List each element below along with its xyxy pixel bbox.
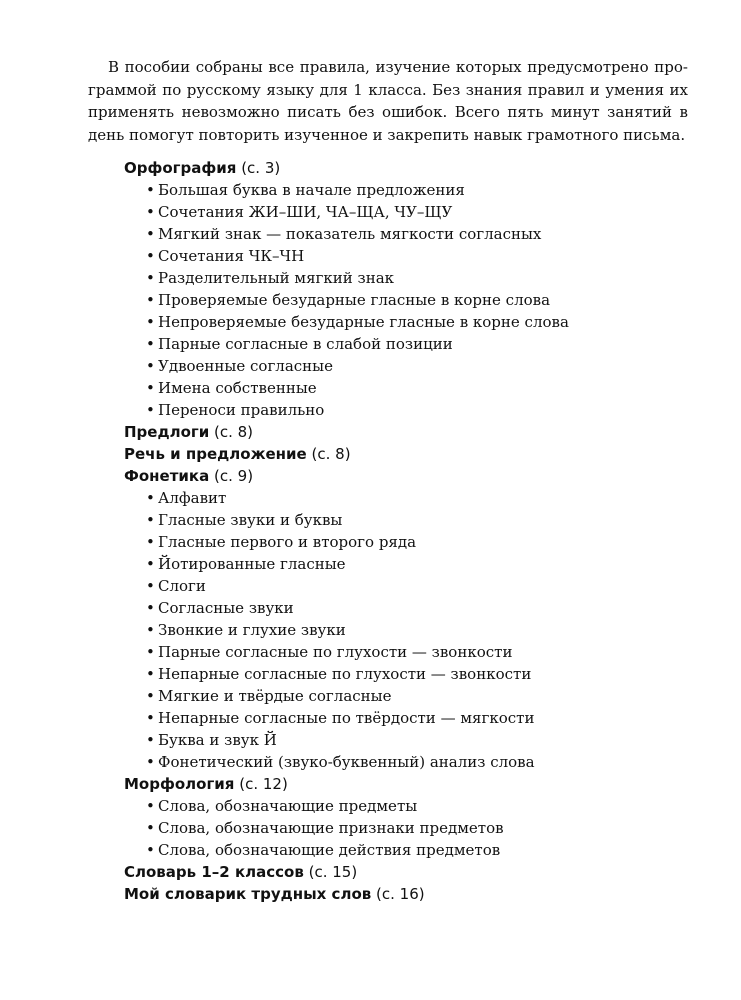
bullet-icon: •	[146, 621, 155, 639]
section-page-ref: (с. 9)	[214, 467, 254, 485]
list-item-text: Йотированные гласные	[158, 555, 346, 573]
bullet-icon: •	[146, 841, 155, 859]
list-item	[124, 245, 684, 267]
section-page-ref: (с. 8)	[214, 423, 254, 441]
section-page-ref: (с. 16)	[376, 885, 425, 903]
intro-line: день помогут повторить изученное и закрепить навык грамотного письма.	[88, 125, 686, 144]
list-item-text: Сочетания ЧК–ЧН	[158, 247, 305, 265]
bullet-icon: •	[146, 687, 155, 705]
section-item-list	[124, 795, 684, 861]
list-item-text: Непарные согласные по твёрдости — мягкости	[158, 709, 535, 727]
bullet-icon: •	[146, 379, 155, 397]
list-item-text: Мягкие и твёрдые согласные	[158, 687, 392, 705]
list-item	[124, 201, 684, 223]
section-page-ref: (с. 3)	[241, 159, 281, 177]
section-heading	[124, 421, 684, 443]
list-item	[124, 597, 684, 619]
list-item-text: Непарные согласные по глухости — звонкости	[158, 665, 532, 683]
list-item-text: Слоги	[158, 577, 206, 595]
list-item	[124, 641, 684, 663]
section-title: Словарь 1–2 классов	[124, 863, 304, 881]
section-heading	[124, 773, 684, 795]
list-item-text: Парные согласные по глухости — звонкости	[158, 643, 513, 661]
section-heading	[124, 465, 684, 487]
list-item-text: Звонкие и глухие звуки	[158, 621, 346, 639]
list-item	[124, 729, 684, 751]
bullet-icon: •	[146, 357, 155, 375]
bullet-icon: •	[146, 335, 155, 353]
list-item-text: Фонетический (звуко-буквенный) анализ слова	[158, 753, 535, 771]
list-item-text: Разделительный мягкий знак	[158, 269, 395, 287]
list-item	[124, 553, 684, 575]
list-item	[124, 179, 684, 201]
list-item-text: Мягкий знак — показатель мягкости согласных	[158, 225, 542, 243]
section-title: Морфология	[124, 775, 235, 793]
list-item	[124, 333, 684, 355]
list-item	[124, 487, 684, 509]
list-item	[124, 839, 684, 861]
bullet-icon: •	[146, 533, 155, 551]
bullet-icon: •	[146, 313, 155, 331]
section-title: Предлоги	[124, 423, 210, 441]
section-item-list	[124, 179, 684, 421]
bullet-icon: •	[146, 555, 155, 573]
bullet-icon: •	[146, 599, 155, 617]
section-item-list	[124, 487, 684, 773]
list-item-text: Проверяемые безударные гласные в корне слова	[158, 291, 551, 309]
list-item-text: Удвоенные согласные	[158, 357, 333, 375]
list-item-text: Имена собственные	[158, 379, 317, 397]
list-item	[124, 751, 684, 773]
list-item	[124, 399, 684, 421]
bullet-icon: •	[146, 665, 155, 683]
list-item	[124, 619, 684, 641]
intro-paragraph	[88, 56, 688, 146]
list-item	[124, 289, 684, 311]
list-item	[124, 575, 684, 597]
list-item-text: Согласные звуки	[158, 599, 294, 617]
bullet-icon: •	[146, 577, 155, 595]
table-of-contents	[124, 157, 684, 905]
list-item	[124, 509, 684, 531]
section-page-ref: (с. 15)	[308, 863, 358, 881]
bullet-icon: •	[146, 291, 155, 309]
list-item-text: Парные согласные в слабой позиции	[158, 335, 453, 353]
bullet-icon: •	[146, 797, 155, 815]
list-item	[124, 311, 684, 333]
list-item	[124, 685, 684, 707]
list-item-text: Большая буква в начале предложения	[158, 181, 465, 199]
bullet-icon: •	[146, 731, 155, 749]
bullet-icon: •	[146, 511, 155, 529]
list-item	[124, 817, 684, 839]
section-title: Фонетика	[124, 467, 210, 485]
section-title: Мой словарик трудных слов	[124, 885, 372, 903]
list-item	[124, 795, 684, 817]
list-item-text: Непроверяемые безударные гласные в корне слова	[158, 313, 569, 331]
section-title: Орфография	[124, 159, 237, 177]
list-item	[124, 267, 684, 289]
list-item-text: Переноси правильно	[158, 401, 325, 419]
bullet-icon: •	[146, 269, 155, 287]
list-item	[124, 531, 684, 553]
bullet-icon: •	[146, 819, 155, 837]
section-page-ref: (с. 8)	[311, 445, 351, 463]
list-item-text: Гласные первого и второго ряда	[158, 533, 417, 551]
list-item	[124, 223, 684, 245]
section-heading	[124, 883, 684, 905]
section-heading	[124, 861, 684, 883]
section-title: Речь и предложение	[124, 445, 307, 463]
bullet-icon: •	[146, 401, 155, 419]
section-heading	[124, 157, 684, 179]
intro-line: В пособии собраны все правила, изучение которых предусмотрено про-	[108, 58, 688, 76]
list-item	[124, 663, 684, 685]
list-item	[124, 377, 684, 399]
list-item-text: Гласные звуки и буквы	[158, 511, 343, 529]
bullet-icon: •	[146, 489, 155, 507]
bullet-icon: •	[146, 225, 155, 243]
intro-line: граммой по русскому языку для 1 класса. Без знания правил и умения их	[88, 80, 688, 99]
list-item-text: Слова, обозначающие признаки предметов	[158, 819, 504, 837]
bullet-icon: •	[146, 181, 155, 199]
intro-line: применять невозможно писать без ошибок. Всего пять минут занятий в	[88, 103, 688, 121]
bullet-icon: •	[146, 753, 155, 771]
list-item-text: Буква и звук Й	[158, 731, 277, 749]
section-page-ref: (с. 12)	[239, 775, 288, 793]
section-heading	[124, 443, 684, 465]
bullet-icon: •	[146, 643, 155, 661]
bullet-icon: •	[146, 247, 155, 265]
list-item-text: Алфавит	[158, 489, 227, 507]
list-item-text: Слова, обозначающие предметы	[158, 797, 418, 815]
bullet-icon: •	[146, 203, 155, 221]
list-item	[124, 707, 684, 729]
list-item-text: Слова, обозначающие действия предметов	[158, 841, 501, 859]
list-item	[124, 355, 684, 377]
bullet-icon: •	[146, 709, 155, 727]
list-item-text: Сочетания ЖИ–ШИ, ЧА–ЩА, ЧУ–ЩУ	[158, 203, 453, 221]
